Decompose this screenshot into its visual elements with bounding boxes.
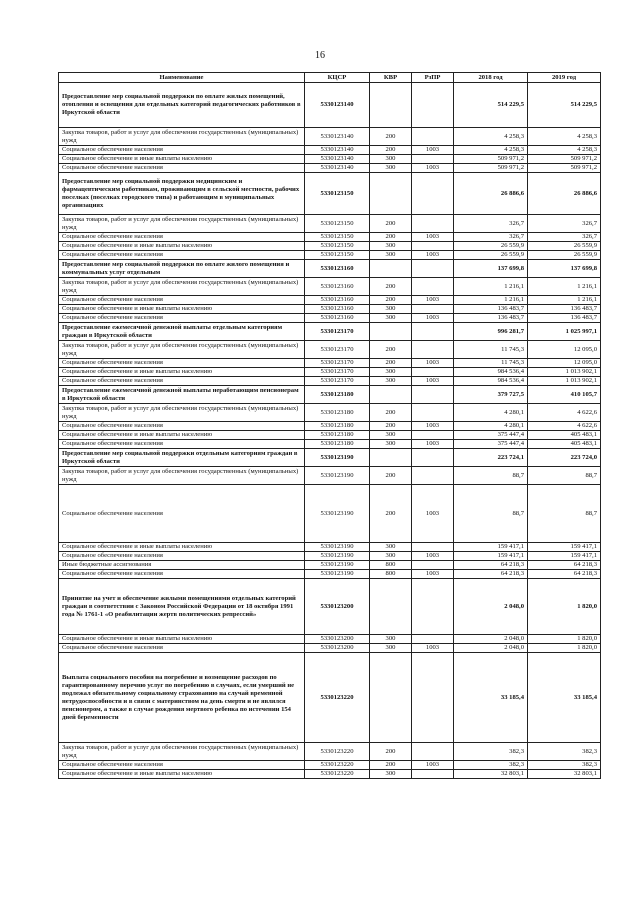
cell-v18: 33 185,4 <box>454 653 528 743</box>
cell-rzpr <box>412 431 454 440</box>
header-rzpr: РзПР <box>412 73 454 83</box>
cell-name: Принятие на учет и обеспечение жилыми помещениями отдельных категорий граждан в соответствии с Законом Российской Федерации от 18 октября 1991 года № 1761-1 «О реабилитации жертв политических репрессий» <box>59 579 305 635</box>
cell-kvr: 800 <box>370 570 412 579</box>
cell-rzpr: 1003 <box>412 422 454 431</box>
cell-v19: 1 216,1 <box>528 278 601 296</box>
table-row <box>59 377 601 386</box>
table-row <box>59 368 601 377</box>
cell-v19: 88,7 <box>528 467 601 485</box>
cell-v19: 223 724,0 <box>528 449 601 467</box>
cell-code: 5330123180 <box>305 431 370 440</box>
cell-code: 5330123190 <box>305 485 370 543</box>
cell-v19: 12 095,0 <box>528 359 601 368</box>
cell-name: Предоставление мер социальной поддержки отдельным категориям граждан в Иркутской области <box>59 449 305 467</box>
table-row <box>59 83 601 128</box>
cell-kvr: 200 <box>370 485 412 543</box>
table-row <box>59 296 601 305</box>
cell-rzpr <box>412 368 454 377</box>
cell-v19: 136 483,7 <box>528 314 601 323</box>
table-row <box>59 341 601 359</box>
table-row <box>59 278 601 296</box>
header-kvr: КВР <box>370 73 412 83</box>
cell-rzpr: 1003 <box>412 485 454 543</box>
cell-v19: 137 699,8 <box>528 260 601 278</box>
cell-kvr: 200 <box>370 422 412 431</box>
cell-kvr: 300 <box>370 770 412 779</box>
cell-code: 5330123200 <box>305 579 370 635</box>
cell-code: 5330123170 <box>305 341 370 359</box>
cell-code: 5330123160 <box>305 260 370 278</box>
cell-v18: 4 258,3 <box>454 146 528 155</box>
cell-v19: 136 483,7 <box>528 305 601 314</box>
cell-code: 5330123140 <box>305 146 370 155</box>
cell-kvr: 200 <box>370 296 412 305</box>
cell-name: Социальное обеспечение населения <box>59 570 305 579</box>
table-row <box>59 653 601 743</box>
cell-v18: 4 280,1 <box>454 422 528 431</box>
cell-kvr: 200 <box>370 761 412 770</box>
table-row <box>59 215 601 233</box>
cell-code: 5330123170 <box>305 368 370 377</box>
cell-code: 5330123200 <box>305 644 370 653</box>
cell-kvr <box>370 449 412 467</box>
cell-kvr: 300 <box>370 305 412 314</box>
table-row <box>59 431 601 440</box>
cell-code: 5330123180 <box>305 440 370 449</box>
cell-code: 5330123170 <box>305 323 370 341</box>
cell-name: Закупка товаров, работ и услуг для обеспечения государственных (муниципальных) нужд <box>59 215 305 233</box>
cell-kvr: 200 <box>370 404 412 422</box>
table-row <box>59 242 601 251</box>
cell-v18: 375 447,4 <box>454 440 528 449</box>
cell-code: 5330123150 <box>305 233 370 242</box>
cell-name: Закупка товаров, работ и услуг для обеспечения государственных (муниципальных) нужд <box>59 278 305 296</box>
cell-kvr <box>370 173 412 215</box>
cell-name: Социальное обеспечение и иные выплаты населению <box>59 770 305 779</box>
cell-name: Социальное обеспечение населения <box>59 485 305 543</box>
cell-v19: 514 229,5 <box>528 83 601 128</box>
cell-code: 5330123160 <box>305 278 370 296</box>
cell-v19: 88,7 <box>528 485 601 543</box>
cell-rzpr <box>412 770 454 779</box>
cell-v19: 1 820,0 <box>528 579 601 635</box>
cell-v18: 326,7 <box>454 215 528 233</box>
cell-v18: 984 536,4 <box>454 368 528 377</box>
cell-rzpr: 1003 <box>412 314 454 323</box>
cell-kvr: 200 <box>370 341 412 359</box>
cell-v18: 1 216,1 <box>454 278 528 296</box>
table-row <box>59 404 601 422</box>
cell-v18: 136 483,7 <box>454 305 528 314</box>
cell-name: Закупка товаров, работ и услуг для обеспечения государственных (муниципальных) нужд <box>59 404 305 422</box>
cell-code: 5330123190 <box>305 449 370 467</box>
cell-code: 5330123190 <box>305 543 370 552</box>
cell-v18: 509 971,2 <box>454 164 528 173</box>
table-row <box>59 561 601 570</box>
cell-v18: 379 727,5 <box>454 386 528 404</box>
table-row <box>59 570 601 579</box>
cell-rzpr: 1003 <box>412 146 454 155</box>
cell-kvr: 300 <box>370 543 412 552</box>
cell-kvr: 200 <box>370 743 412 761</box>
cell-name: Закупка товаров, работ и услуг для обеспечения государственных (муниципальных) нужд <box>59 743 305 761</box>
cell-v19: 326,7 <box>528 215 601 233</box>
cell-v18: 159 417,1 <box>454 543 528 552</box>
cell-kvr <box>370 83 412 128</box>
cell-name: Закупка товаров, работ и услуг для обеспечения государственных (муниципальных) нужд <box>59 341 305 359</box>
cell-kvr: 800 <box>370 561 412 570</box>
cell-name: Предоставление мер социальной поддержки медицинским и фармацевтическим работникам, проживающим в сельской местности, рабочих поселках (поселках городского типа) и работающим в муниципальных организациях <box>59 173 305 215</box>
table-row <box>59 128 601 146</box>
cell-kvr: 200 <box>370 467 412 485</box>
cell-rzpr <box>412 260 454 278</box>
table-row <box>59 761 601 770</box>
table-row <box>59 164 601 173</box>
table-row <box>59 260 601 278</box>
cell-name: Социальное обеспечение населения <box>59 314 305 323</box>
cell-v19: 159 417,1 <box>528 543 601 552</box>
cell-v19: 410 105,7 <box>528 386 601 404</box>
cell-kvr: 300 <box>370 635 412 644</box>
cell-name: Социальное обеспечение населения <box>59 644 305 653</box>
cell-v18: 2 048,0 <box>454 644 528 653</box>
cell-rzpr: 1003 <box>412 570 454 579</box>
cell-v18: 2 048,0 <box>454 579 528 635</box>
cell-rzpr: 1003 <box>412 761 454 770</box>
table-row <box>59 635 601 644</box>
table-row <box>59 449 601 467</box>
table-row <box>59 770 601 779</box>
cell-v18: 136 483,7 <box>454 314 528 323</box>
cell-rzpr: 1003 <box>412 296 454 305</box>
cell-code: 5330123180 <box>305 422 370 431</box>
cell-kvr: 300 <box>370 164 412 173</box>
cell-code: 5330123200 <box>305 635 370 644</box>
cell-v19: 12 095,0 <box>528 341 601 359</box>
cell-code: 5330123140 <box>305 155 370 164</box>
cell-v18: 509 971,2 <box>454 155 528 164</box>
cell-name: Социальное обеспечение населения <box>59 146 305 155</box>
cell-v18: 382,3 <box>454 743 528 761</box>
cell-v19: 405 483,1 <box>528 431 601 440</box>
cell-rzpr <box>412 543 454 552</box>
cell-code: 5330123170 <box>305 377 370 386</box>
cell-v18: 326,7 <box>454 233 528 242</box>
cell-name: Социальное обеспечение населения <box>59 761 305 770</box>
cell-name: Предоставление мер социальной поддержки по оплате жилых помещений, отопления и освещения для отдельных категорий педагогических работников в Иркутской области <box>59 83 305 128</box>
cell-v19: 26 559,9 <box>528 251 601 260</box>
table-row <box>59 323 601 341</box>
cell-rzpr <box>412 173 454 215</box>
cell-rzpr: 1003 <box>412 233 454 242</box>
cell-code: 5330123220 <box>305 653 370 743</box>
cell-kvr <box>370 323 412 341</box>
cell-v19: 1 025 997,1 <box>528 323 601 341</box>
cell-v19: 159 417,1 <box>528 552 601 561</box>
table-row <box>59 422 601 431</box>
cell-rzpr <box>412 128 454 146</box>
cell-code: 5330123150 <box>305 173 370 215</box>
cell-name: Социальное обеспечение населения <box>59 164 305 173</box>
cell-code: 5330123190 <box>305 467 370 485</box>
cell-v18: 26 886,6 <box>454 173 528 215</box>
cell-name: Социальное обеспечение населения <box>59 251 305 260</box>
cell-v18: 26 559,9 <box>454 251 528 260</box>
cell-name: Социальное обеспечение населения <box>59 377 305 386</box>
cell-kvr: 300 <box>370 431 412 440</box>
cell-rzpr <box>412 449 454 467</box>
cell-rzpr <box>412 323 454 341</box>
cell-code: 5330123180 <box>305 404 370 422</box>
cell-v18: 88,7 <box>454 467 528 485</box>
table-body <box>59 83 601 779</box>
cell-code: 5330123220 <box>305 743 370 761</box>
cell-v19: 326,7 <box>528 233 601 242</box>
cell-code: 5330123160 <box>305 305 370 314</box>
header-kcsr: КЦСР <box>305 73 370 83</box>
cell-name: Предоставление ежемесячной денежной выплаты отдельным категориям граждан в Иркутской области <box>59 323 305 341</box>
cell-name: Социальное обеспечение населения <box>59 440 305 449</box>
cell-v19: 509 971,2 <box>528 155 601 164</box>
cell-kvr: 300 <box>370 368 412 377</box>
cell-v18: 382,3 <box>454 761 528 770</box>
cell-v18: 159 417,1 <box>454 552 528 561</box>
cell-code: 5330123190 <box>305 570 370 579</box>
table-row <box>59 579 601 635</box>
cell-name: Предоставление ежемесячной денежной выплаты неработающим пенсионерам в Иркутской области <box>59 386 305 404</box>
cell-v18: 996 281,7 <box>454 323 528 341</box>
cell-rzpr <box>412 83 454 128</box>
cell-rzpr <box>412 278 454 296</box>
table-row <box>59 552 601 561</box>
header-2019: 2019 год <box>528 73 601 83</box>
cell-rzpr <box>412 305 454 314</box>
cell-name: Социальное обеспечение и иные выплаты населению <box>59 368 305 377</box>
cell-name: Социальное обеспечение населения <box>59 359 305 368</box>
cell-v19: 4 258,3 <box>528 146 601 155</box>
cell-v19: 64 218,3 <box>528 570 601 579</box>
cell-name: Социальное обеспечение и иные выплаты населению <box>59 242 305 251</box>
cell-v19: 26 559,9 <box>528 242 601 251</box>
table-row <box>59 251 601 260</box>
cell-kvr: 300 <box>370 314 412 323</box>
cell-kvr: 200 <box>370 215 412 233</box>
cell-rzpr: 1003 <box>412 164 454 173</box>
cell-v18: 4 258,3 <box>454 128 528 146</box>
cell-v19: 1 820,0 <box>528 644 601 653</box>
cell-rzpr <box>412 215 454 233</box>
table-header-row <box>59 73 601 83</box>
cell-v18: 64 218,3 <box>454 570 528 579</box>
table-row <box>59 359 601 368</box>
page-number: 16 <box>315 50 325 61</box>
cell-kvr: 300 <box>370 552 412 561</box>
cell-name: Выплата социального пособия на погребение и возмещение расходов по гарантированному перечню услуг по погребению в случаях, если умерший не подлежал обязательному социальному страхованию на случай временной нетрудоспособности и в связи с материнством на день смерти и не являлся пенсионером, а также в случае рождения мертвого ребенка по истечении 154 дней беременности <box>59 653 305 743</box>
cell-v19: 509 971,2 <box>528 164 601 173</box>
cell-code: 5330123140 <box>305 164 370 173</box>
cell-kvr: 300 <box>370 377 412 386</box>
cell-rzpr: 1003 <box>412 440 454 449</box>
cell-v18: 32 803,1 <box>454 770 528 779</box>
cell-v18: 514 229,5 <box>454 83 528 128</box>
table-row <box>59 155 601 164</box>
cell-code: 5330123150 <box>305 251 370 260</box>
cell-kvr <box>370 653 412 743</box>
cell-v19: 405 483,1 <box>528 440 601 449</box>
cell-name: Закупка товаров, работ и услуг для обеспечения государственных (муниципальных) нужд <box>59 467 305 485</box>
cell-rzpr: 1003 <box>412 644 454 653</box>
cell-code: 5330123180 <box>305 386 370 404</box>
cell-v19: 1 013 902,1 <box>528 368 601 377</box>
cell-code: 5330123160 <box>305 314 370 323</box>
cell-code: 5330123160 <box>305 296 370 305</box>
cell-code: 5330123220 <box>305 761 370 770</box>
cell-kvr: 200 <box>370 278 412 296</box>
cell-v19: 4 258,3 <box>528 128 601 146</box>
cell-name: Социальное обеспечение населения <box>59 552 305 561</box>
cell-v19: 26 886,6 <box>528 173 601 215</box>
cell-name: Предоставление мер социальной поддержки по оплате жилого помещения и коммунальных услуг отдельным <box>59 260 305 278</box>
table-row <box>59 485 601 543</box>
table-row <box>59 743 601 761</box>
cell-kvr: 300 <box>370 644 412 653</box>
cell-v19: 33 185,4 <box>528 653 601 743</box>
cell-rzpr <box>412 579 454 635</box>
table-row <box>59 386 601 404</box>
cell-v19: 4 622,6 <box>528 404 601 422</box>
cell-rzpr <box>412 467 454 485</box>
table-row <box>59 146 601 155</box>
cell-rzpr <box>412 155 454 164</box>
cell-v18: 2 048,0 <box>454 635 528 644</box>
table-row <box>59 173 601 215</box>
cell-name: Социальное обеспечение населения <box>59 296 305 305</box>
cell-rzpr <box>412 386 454 404</box>
cell-v18: 11 745,3 <box>454 341 528 359</box>
cell-v18: 223 724,1 <box>454 449 528 467</box>
cell-kvr <box>370 260 412 278</box>
budget-table <box>58 72 601 779</box>
header-name: Наименование <box>59 73 305 83</box>
table-row <box>59 233 601 242</box>
cell-code: 5330123150 <box>305 242 370 251</box>
cell-name: Социальное обеспечение и иные выплаты населению <box>59 431 305 440</box>
cell-v18: 11 745,3 <box>454 359 528 368</box>
cell-code: 5330123140 <box>305 83 370 128</box>
cell-kvr: 300 <box>370 440 412 449</box>
cell-rzpr <box>412 743 454 761</box>
cell-code: 5330123190 <box>305 552 370 561</box>
table-row <box>59 314 601 323</box>
cell-code: 5330123170 <box>305 359 370 368</box>
cell-v19: 382,3 <box>528 743 601 761</box>
cell-name: Закупка товаров, работ и услуг для обеспечения государственных (муниципальных) нужд <box>59 128 305 146</box>
cell-rzpr <box>412 653 454 743</box>
cell-code: 5330123140 <box>305 128 370 146</box>
cell-rzpr <box>412 341 454 359</box>
cell-rzpr <box>412 242 454 251</box>
cell-name: Социальное обеспечение и иные выплаты населению <box>59 635 305 644</box>
cell-rzpr: 1003 <box>412 552 454 561</box>
cell-code: 5330123150 <box>305 215 370 233</box>
table-row <box>59 305 601 314</box>
cell-v18: 26 559,9 <box>454 242 528 251</box>
cell-kvr: 200 <box>370 359 412 368</box>
cell-v18: 88,7 <box>454 485 528 543</box>
cell-code: 5330123190 <box>305 561 370 570</box>
cell-v19: 32 803,1 <box>528 770 601 779</box>
cell-kvr: 200 <box>370 146 412 155</box>
cell-kvr: 300 <box>370 251 412 260</box>
cell-kvr: 300 <box>370 242 412 251</box>
cell-v18: 4 280,1 <box>454 404 528 422</box>
cell-kvr: 300 <box>370 155 412 164</box>
cell-code: 5330123220 <box>305 770 370 779</box>
cell-rzpr <box>412 561 454 570</box>
cell-name: Социальное обеспечение и иные выплаты населению <box>59 543 305 552</box>
cell-rzpr <box>412 635 454 644</box>
cell-v19: 64 218,3 <box>528 561 601 570</box>
table-row <box>59 440 601 449</box>
cell-v18: 1 216,1 <box>454 296 528 305</box>
cell-rzpr: 1003 <box>412 251 454 260</box>
cell-kvr: 200 <box>370 233 412 242</box>
cell-v18: 64 218,3 <box>454 561 528 570</box>
cell-v18: 984 536,4 <box>454 377 528 386</box>
cell-v19: 4 622,6 <box>528 422 601 431</box>
cell-rzpr: 1003 <box>412 359 454 368</box>
cell-kvr: 200 <box>370 128 412 146</box>
cell-rzpr <box>412 404 454 422</box>
cell-v19: 1 820,0 <box>528 635 601 644</box>
cell-v18: 375 447,4 <box>454 431 528 440</box>
cell-name: Социальное обеспечение населения <box>59 233 305 242</box>
cell-name: Социальное обеспечение и иные выплаты населению <box>59 155 305 164</box>
cell-name: Социальное обеспечение и иные выплаты населению <box>59 305 305 314</box>
table-row <box>59 543 601 552</box>
header-2018: 2018 год <box>454 73 528 83</box>
cell-v19: 1 013 902,1 <box>528 377 601 386</box>
cell-v19: 1 216,1 <box>528 296 601 305</box>
cell-kvr <box>370 579 412 635</box>
cell-kvr <box>370 386 412 404</box>
table-row <box>59 467 601 485</box>
cell-v19: 382,3 <box>528 761 601 770</box>
cell-rzpr: 1003 <box>412 377 454 386</box>
cell-name: Социальное обеспечение населения <box>59 422 305 431</box>
cell-name: Иные бюджетные ассигнования <box>59 561 305 570</box>
table-row <box>59 644 601 653</box>
cell-v18: 137 699,8 <box>454 260 528 278</box>
